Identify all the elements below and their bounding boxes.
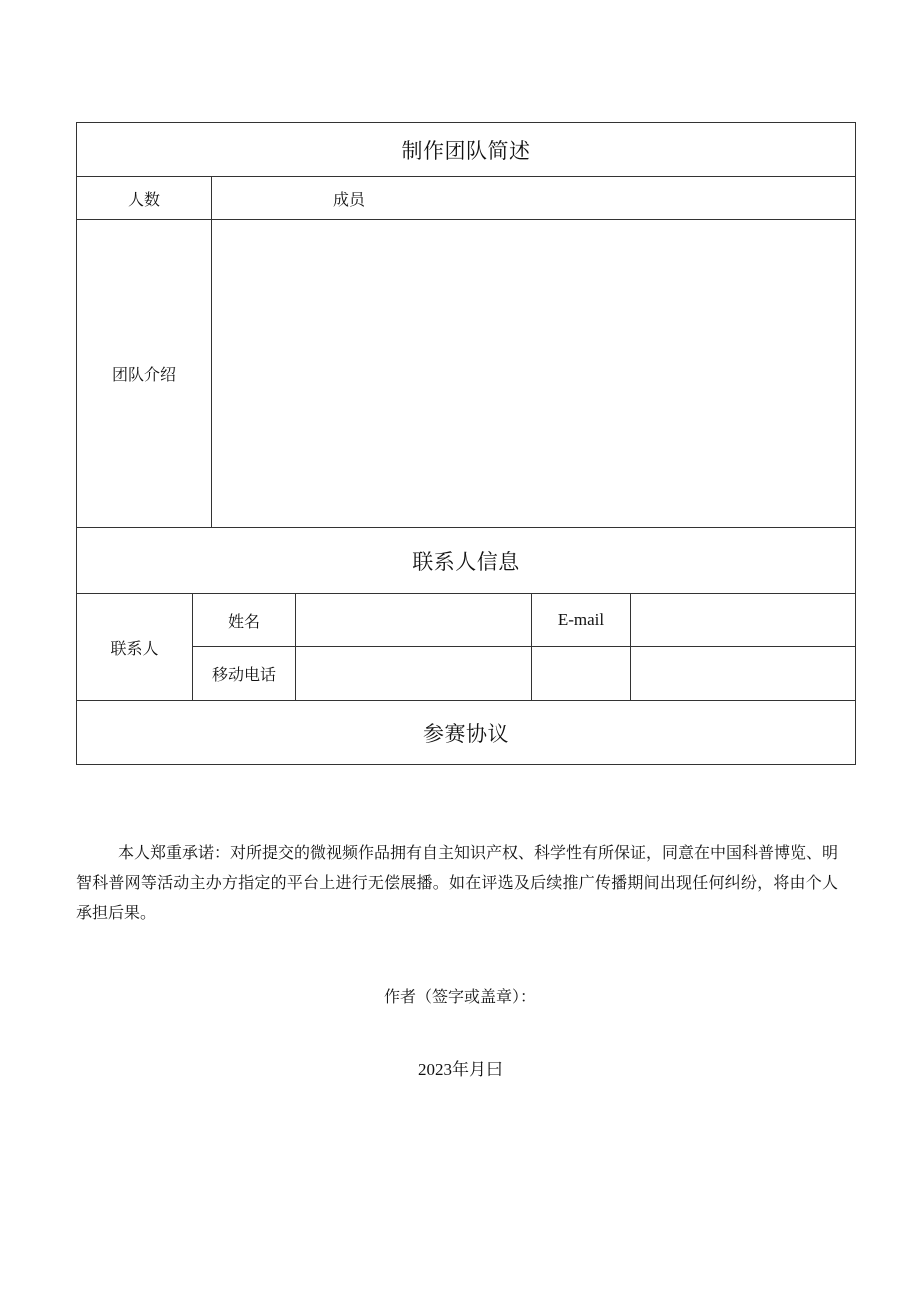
mobile-phone-field[interactable] <box>296 647 531 700</box>
blank-value-cell[interactable] <box>631 647 855 700</box>
team-intro-field[interactable] <box>212 220 855 527</box>
date-line: 2023年月曰 <box>418 1060 503 1079</box>
contact-section-title: 联系人信息 <box>412 549 520 574</box>
contact-person-label: 联系人 <box>110 638 159 658</box>
agreement-statement: 本人郑重承诺：对所提交的微视频作品拥有自主知识产权、科学性有所保证，同意在中国科普博览、明智科普网等活动主办方指定的平台上进行无偿展播。如在评选及后续推广传播期间出现任何纠纷，将由个人承担后果。 <box>76 843 839 922</box>
team-section-title: 制作团队简述 <box>401 138 531 163</box>
headcount-label: 人数 <box>127 189 160 209</box>
email-label: E-mail <box>557 610 605 629</box>
contact-name-label: 姓名 <box>227 611 260 631</box>
blank-label-cell <box>532 647 630 700</box>
signature-line: 作者（签字或盖章）： <box>384 987 537 1006</box>
mobile-phone-label: 移动电话 <box>211 665 276 684</box>
team-intro-label: 团队介绍 <box>111 365 176 384</box>
members-value-field[interactable] <box>385 177 855 219</box>
agreement-section-title: 参赛协议 <box>423 721 509 746</box>
contact-name-field[interactable] <box>296 594 531 646</box>
headcount-value-field[interactable] <box>212 177 312 219</box>
email-field[interactable] <box>631 594 855 646</box>
members-label: 成员 <box>332 189 365 209</box>
